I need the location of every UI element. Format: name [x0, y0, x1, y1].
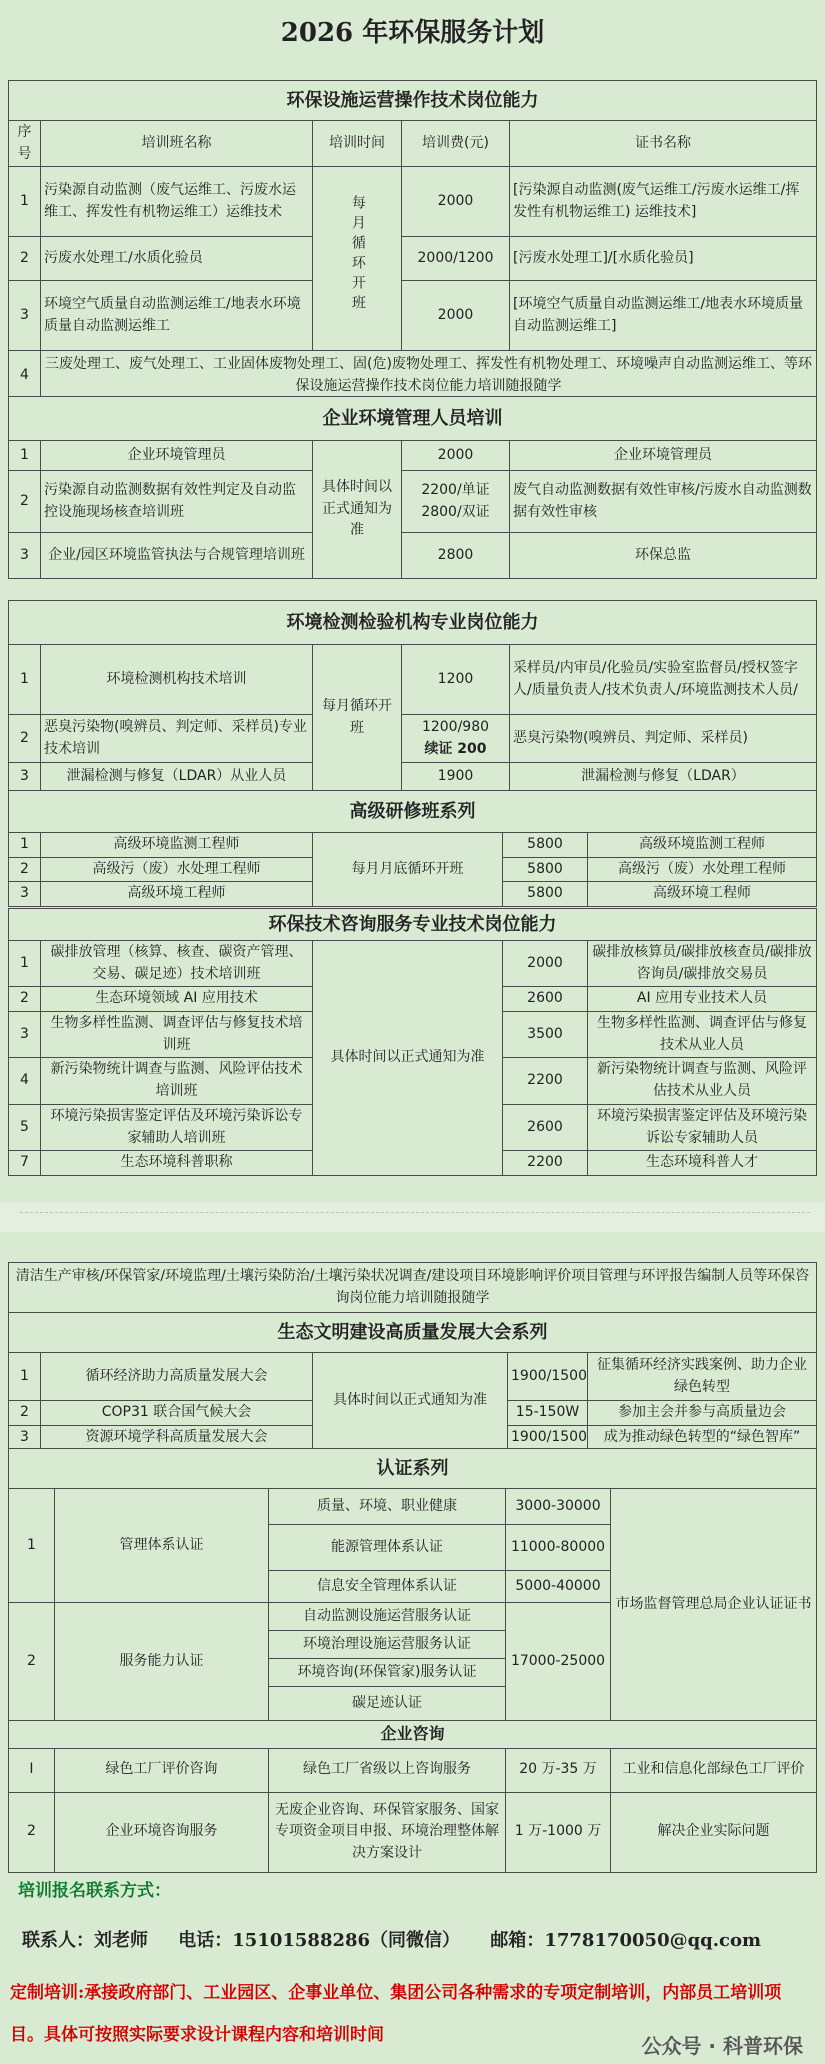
cert-item: 信息安全管理体系认证: [269, 1571, 506, 1603]
cert-name: 参加主会并参与高质量边会: [588, 1401, 817, 1426]
fee: 2600: [503, 1104, 588, 1150]
table-certification: [8, 1448, 817, 1873]
table-row: [9, 471, 817, 533]
section-title: 企业咨询: [9, 1721, 817, 1749]
fee: 1900/1500: [508, 1353, 588, 1401]
table-row: [9, 281, 817, 351]
cert-name: 新污染物统计调查与监测、风险评估技术从业人员: [588, 1058, 817, 1104]
row-no: 5: [9, 1104, 41, 1150]
fee: 2000: [503, 941, 588, 987]
fee: 5000-40000: [506, 1571, 611, 1603]
course-name: 资源环境学科高质量发展大会: [41, 1425, 313, 1450]
cert-name: 高级环境工程师: [588, 882, 817, 907]
cert-item: 环境治理设施运营服务认证: [269, 1631, 506, 1659]
row-no: 3: [9, 763, 41, 791]
table-testing-institutions: [8, 600, 817, 791]
cert-name: 市场监督管理总局企业认证证书: [611, 1489, 817, 1721]
course-name: 企业/园区环境监管执法与合规管理培训班: [41, 533, 313, 579]
cert-name: [污染源自动监测(废气运维工/污废水运维工/挥发性有机物运维工) 运维技术]: [510, 167, 817, 237]
row-no: 3: [9, 882, 41, 907]
cert-name: 环保总监: [510, 533, 817, 579]
table-advanced-courses: [8, 790, 817, 907]
table-row: [9, 833, 817, 858]
row-no: 3: [9, 533, 41, 579]
cert-name: 生态环境科普人才: [588, 1151, 817, 1176]
row-no: 1: [9, 645, 41, 715]
training-time: 具体时间以正式通知为准: [313, 1353, 508, 1450]
table-row: [9, 351, 817, 401]
cert-name: 征集循环经济实践案例、助力企业绿色转型: [588, 1353, 817, 1401]
cert-category: 管理体系认证: [55, 1489, 269, 1603]
row-no: 1: [9, 1353, 41, 1401]
table-tech-consulting: [8, 908, 817, 1176]
page-break: [0, 1202, 825, 1232]
section-title: 高级研修班系列: [9, 791, 817, 833]
table-enterprise-env: [8, 396, 817, 579]
section-title: 生态文明建设高质量发展大会系列: [9, 1313, 817, 1353]
row-no: 2: [9, 1792, 55, 1872]
table-row: [9, 941, 817, 987]
course-name: 企业环境管理员: [41, 441, 313, 471]
cert-name: 成为推动绿色转型的“绿色智库”: [588, 1425, 817, 1450]
row-no: 4: [9, 1058, 41, 1104]
row-no: 3: [9, 1012, 41, 1058]
course-name: 恶臭污染物(嗅辨员、判定师、采样员)专业技术培训: [41, 715, 313, 763]
table-row: [9, 763, 817, 791]
table-row: [9, 533, 817, 579]
course-name: 污染源自动监测（废气运维工、污废水运维工、挥发性有机物运维工）运维技术: [41, 167, 313, 237]
course-name: 碳排放管理（核算、核查、碳资产管理、交易、碳足迹）技术培训班: [41, 941, 313, 987]
cert-name: 高级污（废）水处理工程师: [588, 857, 817, 882]
fee: 3000-30000: [506, 1489, 611, 1525]
col-header-course: 培训班名称: [41, 121, 313, 167]
fee: 3500: [503, 1012, 588, 1058]
row-no: 7: [9, 1151, 41, 1176]
row-no: 1: [9, 941, 41, 987]
course-name: 泄漏检测与修复（LDAR）从业人员: [41, 763, 313, 791]
section-title: 企业环境管理人员培训: [9, 397, 817, 441]
course-name: 环境检测机构技术培训: [41, 645, 313, 715]
table-row: [9, 1489, 817, 1525]
course-name: 新污染物统计调查与监测、风险评估技术培训班: [41, 1058, 313, 1104]
course-name: 高级污（废）水处理工程师: [41, 857, 313, 882]
fee: 20 万-35 万: [506, 1748, 611, 1792]
contact-phone: 电话：15101588286（同微信）: [178, 1930, 461, 1951]
fee: 5800: [503, 882, 588, 907]
row-no: 1: [9, 167, 41, 237]
fee: 2000: [402, 167, 510, 237]
course-name: COP31 联合国气候大会: [41, 1401, 313, 1426]
fee: [402, 715, 510, 763]
renewal-fee: 续证 200: [424, 740, 487, 757]
course-name: 生态环境科普职称: [41, 1151, 313, 1176]
section-title: 环境检测检验机构专业岗位能力: [9, 601, 817, 645]
cert-name: 工业和信息化部绿色工厂评价: [611, 1748, 817, 1792]
fee: 1900/1500: [508, 1425, 588, 1450]
cert-category: 服务能力认证: [55, 1603, 269, 1721]
fee: 15-150W: [508, 1401, 588, 1426]
fee: 2200: [503, 1058, 588, 1104]
course-name: 环境空气质量自动监测运维工/地表水环境质量自动监测运维工: [41, 281, 313, 351]
fee: 2600: [503, 987, 588, 1012]
fee: 1 万-1000 万: [506, 1792, 611, 1872]
table-row: [9, 167, 817, 237]
training-time-text: 每月循环开班: [349, 195, 366, 316]
fee: 1900: [402, 763, 510, 791]
row-no: 2: [9, 987, 41, 1012]
service-desc: 绿色工厂省级以上咨询服务: [269, 1748, 506, 1792]
section-title: 认证系列: [9, 1449, 817, 1489]
table-conference: [8, 1262, 817, 1450]
fee: 2800: [402, 533, 510, 579]
fee-value: 1200/980: [421, 718, 490, 735]
col-header-cert: 证书名称: [510, 121, 817, 167]
fee: 2000: [402, 281, 510, 351]
cert-item: 能源管理体系认证: [269, 1525, 506, 1571]
row-no: 1: [9, 1489, 55, 1603]
service-desc: 无废企业咨询、环保管家服务、国家专项资金项目申报、环境治理整体解决方案设计: [269, 1792, 506, 1872]
cert-item: 环境咨询(环保管家)服务认证: [269, 1659, 506, 1687]
course-name: 污废水处理工/水质化验员: [41, 237, 313, 281]
fee: 2000/1200: [402, 237, 510, 281]
col-header-fee: 培训费(元): [402, 121, 510, 167]
fee: 5800: [503, 833, 588, 858]
course-name: 三废处理工、废气处理工、工业固体废物处理工、固(危)废物处理工、挥发性有机物处理工、环境噪声自动监测运维工、等环保设施运营操作技术岗位能力培训随报随学: [41, 351, 817, 401]
contact-person: 联系人：刘老师: [22, 1930, 148, 1951]
training-time: 每月月底循环开班: [313, 833, 503, 907]
table-row: [9, 715, 817, 763]
row-no: 2: [9, 471, 41, 533]
course-name: 生物多样性监测、调查评估与修复技术培训班: [41, 1012, 313, 1058]
training-time: 具体时间以正式通知为准: [313, 441, 402, 579]
contact-heading: 培训报名联系方式：: [18, 1881, 171, 1901]
page-title: 2026 年环保服务计划: [280, 18, 545, 48]
contact-line: [22, 1926, 785, 1952]
cert-name: 废气自动监测数据有效性审核/污废水自动监测数据有效性审核: [510, 471, 817, 533]
watermark: 公众号 · 科普环保: [641, 2034, 803, 2058]
cert-item: 自动监测设施运营服务认证: [269, 1603, 506, 1631]
fee: 17000-25000: [506, 1603, 611, 1721]
cert-name: 泄漏检测与修复（LDAR）: [510, 763, 817, 791]
cert-item: 质量、环境、职业健康: [269, 1489, 506, 1525]
row-no: 3: [9, 1425, 41, 1450]
course-name: 生态环境领域 AI 应用技术: [41, 987, 313, 1012]
fee: 2000: [402, 441, 510, 471]
fee: 5800: [503, 857, 588, 882]
section-title: 环保设施运营操作技术岗位能力: [9, 81, 817, 121]
cert-name: 企业环境管理员: [510, 441, 817, 471]
training-time: 具体时间以正式通知为准: [313, 941, 503, 1176]
course-name: 污染源自动监测数据有效性判定及自动监控设施现场核查培训班: [41, 471, 313, 533]
row-no: I: [9, 1748, 55, 1792]
table-row: [9, 645, 817, 715]
table-row: [9, 237, 817, 281]
cert-name: 生物多样性监测、调查评估与修复技术从业人员: [588, 1012, 817, 1058]
row-no: 2: [9, 1401, 41, 1426]
row-no: 4: [9, 351, 41, 401]
table-row: [9, 441, 817, 471]
cert-name: 采样员/内审员/化验员/实验室监督员/授权签字人/质量负责人/技术负责人/环境监测技术人员/: [510, 645, 817, 715]
cert-name: [环境空气质量自动监测运维工/地表水环境质量自动监测运维工]: [510, 281, 817, 351]
fee: 1200: [402, 645, 510, 715]
course-name: 高级环境监测工程师: [41, 833, 313, 858]
page-break-line: [20, 1212, 810, 1213]
row-no: 2: [9, 237, 41, 281]
row-no: 1: [9, 833, 41, 858]
cert-name: [污废水处理工]/[水质化验员]: [510, 237, 817, 281]
table-facility-ops: [8, 80, 817, 401]
row-no: 2: [9, 857, 41, 882]
cert-name: 解决企业实际问题: [611, 1792, 817, 1872]
cert-name: 恶臭污染物(嗅辨员、判定师、采样员): [510, 715, 817, 763]
fee: 2200: [503, 1151, 588, 1176]
row-no: 1: [9, 441, 41, 471]
course-name: 绿色工厂评价咨询: [55, 1748, 269, 1792]
contact-email: 邮箱：1778170050@qq.com: [490, 1930, 762, 1951]
course-name: 循环经济助力高质量发展大会: [41, 1353, 313, 1401]
row-no: 2: [9, 715, 41, 763]
fee: 11000-80000: [506, 1525, 611, 1571]
course-name: 高级环境工程师: [41, 882, 313, 907]
row-no: 2: [9, 1603, 55, 1721]
table-row: [9, 1353, 817, 1401]
cert-name: AI 应用专业技术人员: [588, 987, 817, 1012]
col-header-no: 序号: [9, 121, 41, 167]
custom-training-note: 定制培训:承接政府部门、工业园区、企事业单位、集团公司各种需求的专项定制培训，内部员工培训项目。具体可按照实际要求设计课程内容和培训时间: [10, 1983, 782, 2045]
table-row: [9, 1748, 817, 1792]
course-name: 企业环境咨询服务: [55, 1792, 269, 1872]
consulting-note: 清洁生产审核/环保管家/环境监理/土壤污染防治/土壤污染状况调查/建设项目环境影响评价项目管理与环评报告编制人员等环保咨询岗位能力培训随报随学: [9, 1263, 817, 1313]
cert-item: 碳足迹认证: [269, 1687, 506, 1721]
course-name: 环境污染损害鉴定评估及环境污染诉讼专家辅助人培训班: [41, 1104, 313, 1150]
cert-name: 环境污染损害鉴定评估及环境污染诉讼专家辅助人员: [588, 1104, 817, 1150]
fee: 2200/单证 2800/双证: [402, 471, 510, 533]
cert-name: 高级环境监测工程师: [588, 833, 817, 858]
cert-name: 碳排放核算员/碳排放核查员/碳排放咨询员/碳排放交易员: [588, 941, 817, 987]
table-row: [9, 1792, 817, 1872]
row-no: 3: [9, 281, 41, 351]
section-title: 环保技术咨询服务专业技术岗位能力: [9, 909, 817, 941]
training-time: 每月循环开班: [313, 645, 402, 791]
training-time: [313, 167, 402, 351]
col-header-time: 培训时间: [313, 121, 402, 167]
